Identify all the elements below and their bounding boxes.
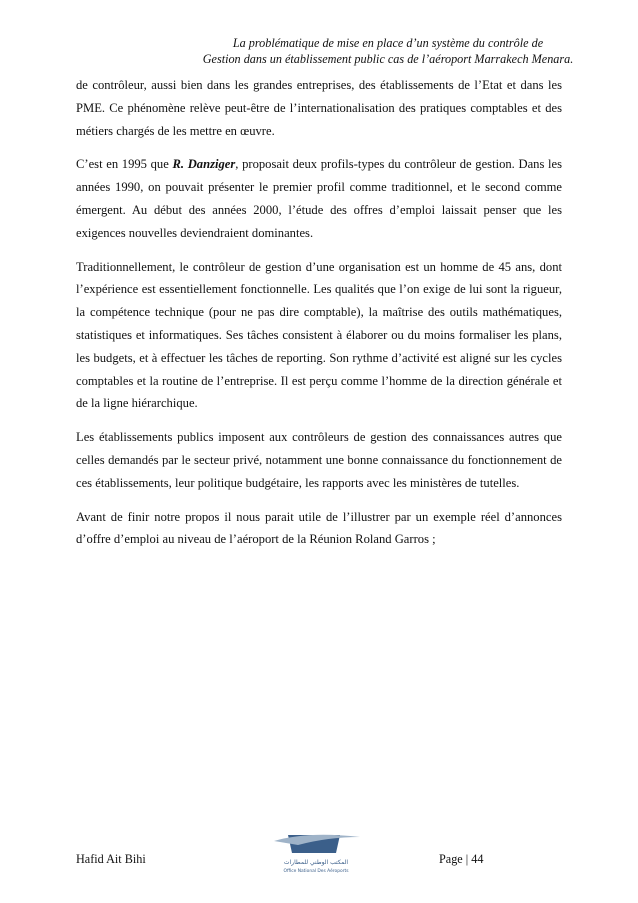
paragraph-3: Traditionnellement, le contrôleur de gestion d’une organisation est un homme de 45 ans, dont l’expérience est essentiellement fonctionnelle. Les qualités que l’on exige de lui sont la rigueur, la compétence technique (pour ne pas dire comptable), la maîtrise des outils mathématiques, statistiques et informatiques. Ses tâches consistent à élaborer ou du moins formaliser les plans, les budgets, et à effectuer les tâches de reporting. Son rythme d’activité est aligné sur les cycles comptables et la routine de l’entreprise. Il est perçu comme l’homme de la direction générale et de la ligne hiérarchique. bbox=[76, 259, 562, 411]
logo-french-text: Office National Des Aéroports bbox=[283, 869, 349, 874]
footer-author: Hafid Ait Bihi bbox=[76, 852, 146, 866]
page-number: Page | 44 bbox=[439, 852, 484, 866]
body-text bbox=[76, 74, 562, 562]
header-line-2: Gestion dans un établissement public cas de l’aéroport Marrakech Menara. bbox=[202, 52, 574, 66]
running-header bbox=[190, 35, 586, 67]
paragraph-2 bbox=[76, 153, 562, 244]
paragraph-5: Avant de finir notre propos il nous parait utile de l’illustrer par un exemple réel d’annonces d’offre d’emploi au niveau de l’aéroport de la Réunion Roland Garros ; bbox=[76, 509, 562, 547]
paragraph-2-start: C’est en 1995 que bbox=[76, 157, 173, 172]
header-line-1: La problématique de mise en place d’un système du contrôle de bbox=[232, 36, 544, 50]
logo-arabic-text: المكتب الوطني للمطارات bbox=[283, 859, 349, 866]
author-name: R. Danziger bbox=[172, 157, 236, 172]
paragraph-2-end: , proposait deux profils-types du contrôleur de gestion. Dans les années 1990, on pouvait présenter le premier profil comme traditionnel, et le second comme émergent. Au début des années 2000, l’étude des offres d’emploi laissait penser que les exigences nouvelles deviendraient dominantes. bbox=[76, 157, 563, 240]
onda-logo bbox=[268, 827, 364, 877]
paragraph-4: Les établissements publics imposent aux contrôleurs de gestion des connaissances autres que celles demandés par le secteur privé, notamment une bonne connaissance du fonctionnement de ces établissements, leur politique budgétaire, les rapports avec les ministères de tutelles. bbox=[76, 430, 562, 490]
paragraph-1: de contrôleur, aussi bien dans les grandes entreprises, des établissements de l’Etat et dans les PME. Ce phénomène relève peut-être de l’internationalisation des pratiques comptables et des métiers chargés de les mettre en œuvre. bbox=[76, 78, 562, 138]
